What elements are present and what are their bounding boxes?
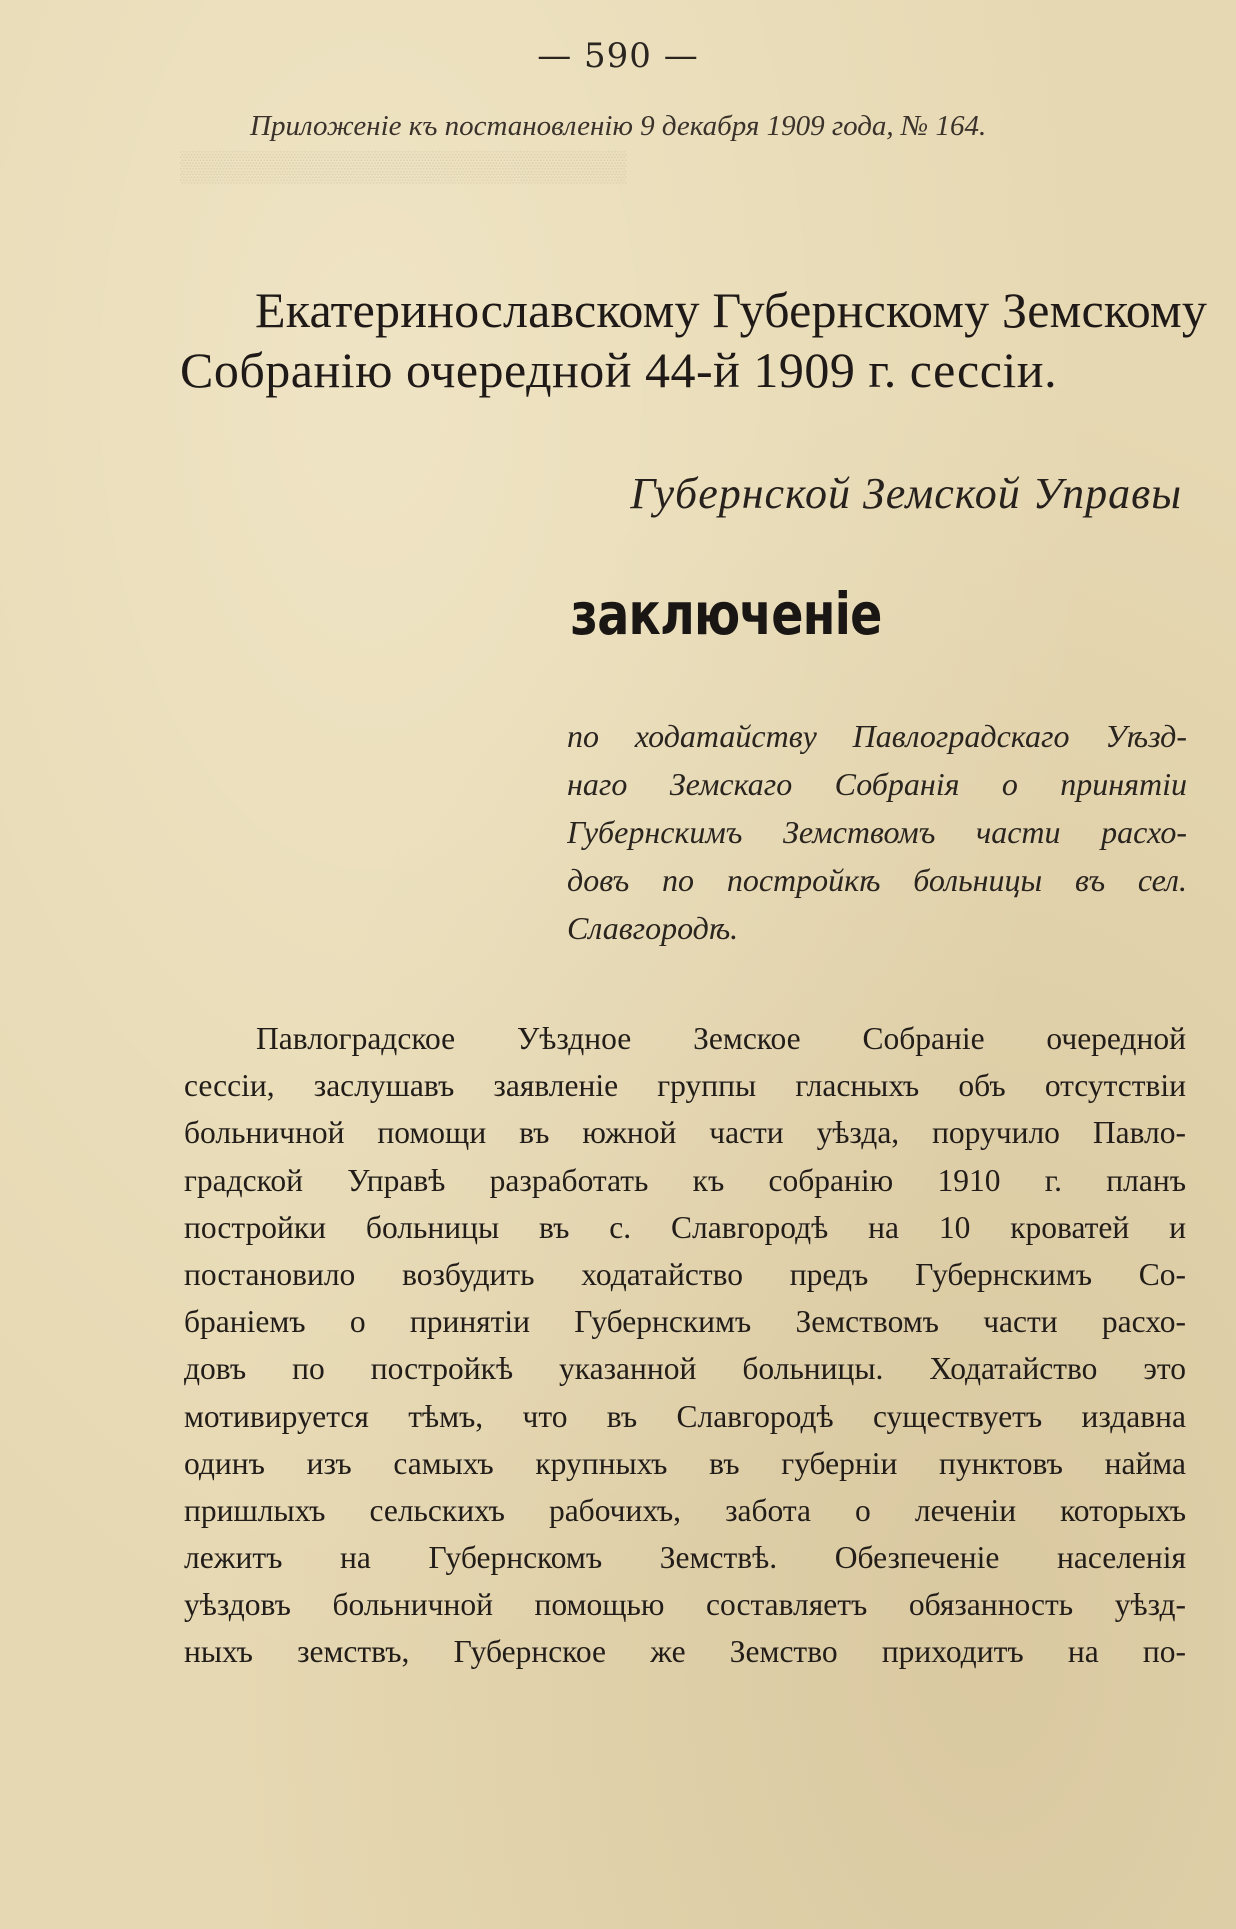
show-through-text: ▒▒▒▒▒▒▒▒▒▒▒▒▒▒▒▒▒▒▒▒▒	[180, 150, 627, 183]
subtitle: Губернской Земской Управы	[630, 469, 1182, 518]
body-line: постановило возбудить ходатайство предъ Губернскимъ Со-	[184, 1256, 1186, 1292]
body-line: довъ по постройкѣ указанной больницы. Ходатайство это	[184, 1351, 1186, 1387]
title-line: Екатеринославскому Губернскому Земскому	[255, 282, 1208, 338]
body-line: постройки больницы въ с. Славгородѣ на 10 кроватей и	[184, 1209, 1186, 1245]
petition-line: наго Земскаго Собранія о принятіи	[567, 766, 1187, 802]
body-line: браніемъ о принятіи Губернскимъ Земствомъ части расхо-	[184, 1304, 1186, 1340]
body-line: градской Управѣ разработать къ собранію 1910 г. планъ	[184, 1162, 1186, 1198]
petition-line: Славгородѣ.	[567, 910, 739, 946]
petition-summary	[567, 712, 1187, 952]
body-line: больничной помощи въ южной части уѣзда, поручило Павло-	[184, 1115, 1186, 1151]
appendix-note: Приложеніе къ постановленію 9 декабря 1909 года, № 164.	[250, 110, 987, 142]
body-line: уѣздовъ больничной помощью составляетъ обязанность уѣзд-	[184, 1587, 1186, 1623]
petition-line: довъ по постройкѣ больницы въ сел.	[567, 862, 1187, 898]
body-line: Павлоградское Уѣздное Земское Собраніе очередной	[256, 1021, 1186, 1056]
body-line: мотивируется тѣмъ, что въ Славгородѣ существуетъ издавна	[184, 1398, 1186, 1434]
body-paragraph	[184, 1015, 1186, 1676]
section-heading: заключеніе	[570, 580, 882, 648]
body-line: лежитъ на Губернскомъ Земствѣ. Обезпеченіе населенія	[184, 1540, 1186, 1576]
body-line: ныхъ земствъ, Губернское же Земство приходитъ на по-	[184, 1634, 1186, 1670]
body-line: пришлыхъ сельскихъ рабочихъ, забота о леченіи которыхъ	[184, 1492, 1186, 1528]
title-line: Собранію очередной 44-й 1909 г. сессіи.	[180, 342, 1058, 398]
document-title	[180, 280, 1208, 400]
petition-line: по ходатайству Павлоградскаго Уѣзд-	[567, 718, 1187, 754]
body-line: одинъ изъ самыхъ крупныхъ въ губерніи пунктовъ найма	[184, 1445, 1186, 1481]
body-line: сессіи, заслушавъ заявленіе группы гласныхъ объ отсутствіи	[184, 1068, 1186, 1104]
page-number: — 590 —	[537, 36, 699, 76]
petition-line: Губернскимъ Земствомъ части расхо-	[567, 814, 1187, 850]
